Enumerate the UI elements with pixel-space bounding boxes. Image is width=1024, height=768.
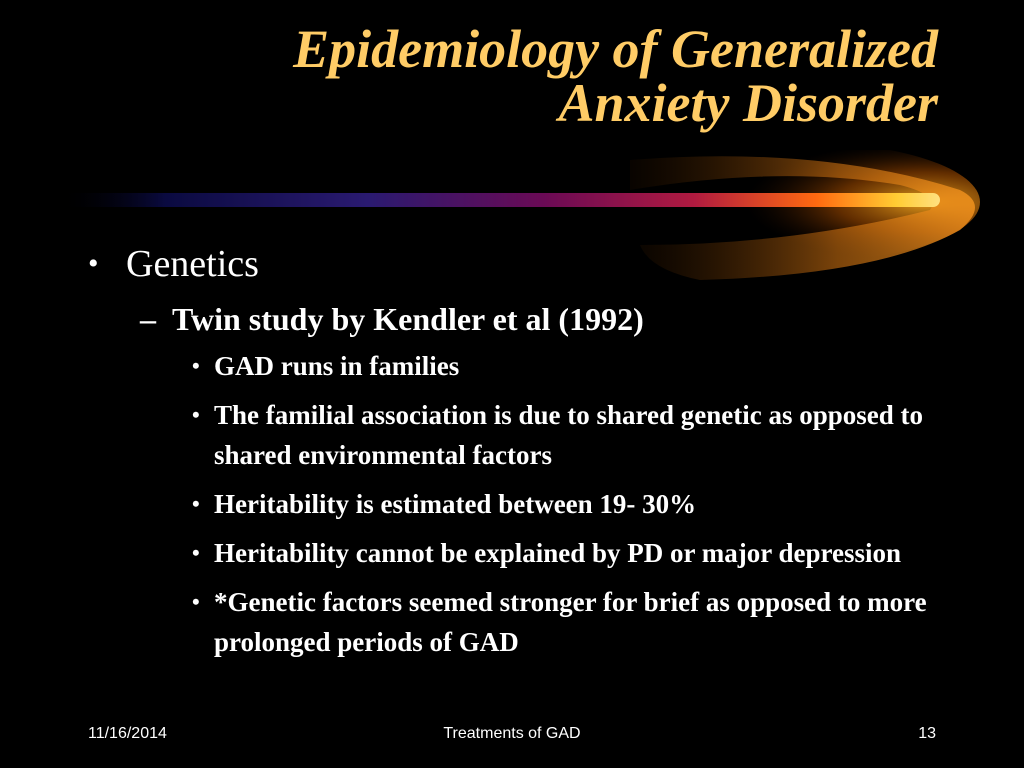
swoosh-bar — [60, 193, 940, 207]
footer-page-number: 13 — [918, 725, 936, 742]
list-item-text: Heritability cannot be explained by PD or major depression — [214, 538, 902, 568]
bullet-dot-icon: • — [192, 589, 200, 614]
list-item-text: GAD runs in families — [214, 351, 460, 381]
bullet-dot-icon: • — [88, 247, 99, 280]
slide-title — [78, 19, 938, 133]
list-item — [190, 484, 948, 524]
slide-body — [88, 242, 948, 671]
footer-date: 11/16/2014 — [88, 725, 167, 742]
bullet-dot-icon: • — [192, 540, 200, 565]
bullet-dot-icon: • — [192, 402, 200, 427]
bullet-level1 — [88, 242, 948, 286]
title-line-1: Epidemiology of Generalized — [293, 19, 938, 79]
footer-title: Treatments of GAD — [443, 725, 581, 742]
list-item-text: The familial association is due to shared genetic as opposed to shared environmental factors — [214, 400, 924, 470]
title-line-2: Anxiety Disorder — [558, 73, 938, 133]
list-item — [190, 582, 948, 662]
list-item-text: *Genetic factors seemed stronger for brief as opposed to more prolonged periods of GAD — [214, 587, 927, 657]
bullet-level2 — [140, 300, 948, 338]
subheading-twin-study: Twin study by Kendler et al (1992) — [172, 301, 644, 337]
list-item — [190, 346, 948, 386]
list-item-text: Heritability is estimated between 19- 30% — [214, 489, 697, 519]
heading-genetics: Genetics — [126, 243, 259, 285]
list-item — [190, 395, 948, 475]
bullet-dot-icon: • — [192, 353, 200, 378]
bullet-dot-icon: • — [192, 491, 200, 516]
detail-list — [190, 346, 948, 662]
list-item — [190, 533, 948, 573]
bullet-dash-icon: – — [140, 301, 156, 337]
